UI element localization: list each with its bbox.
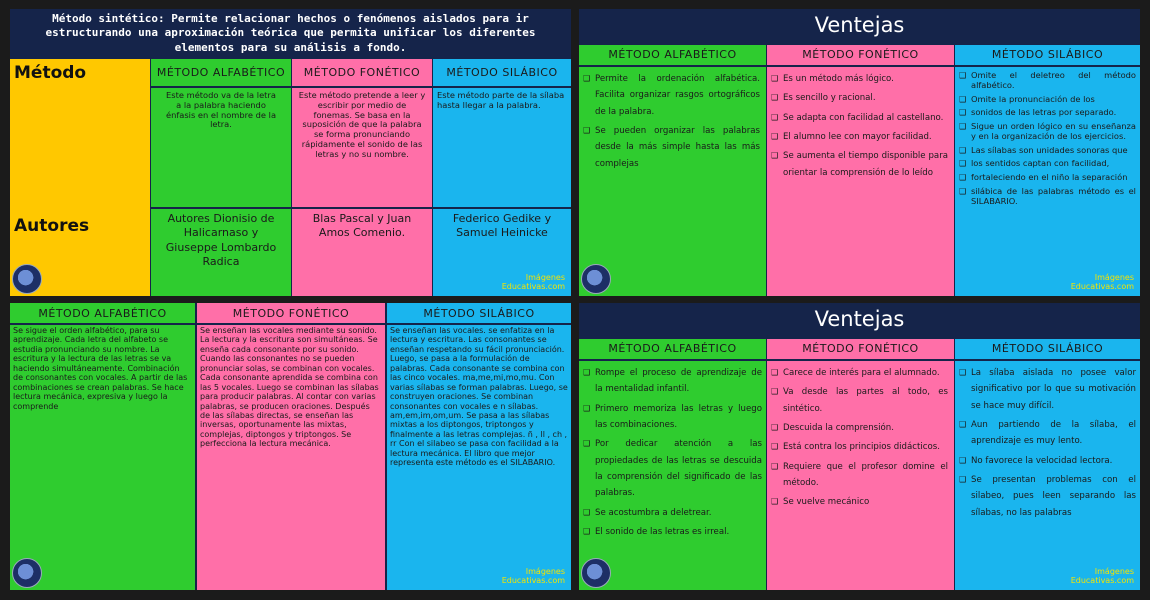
header-silabico: MÉTODO SILÁBICO <box>387 303 571 323</box>
authors-silabico: Federico Gedike y Samuel Heinicke <box>433 209 571 296</box>
header-silabico: MÉTODO SILÁBICO <box>955 339 1140 359</box>
list-item: ❑ Omite la pronunciación de los <box>959 95 1136 105</box>
header-alfabetico: MÉTODO ALFABÉTICO <box>579 339 766 359</box>
list-item: ❑ Sigue un orden lógico en su enseñanza y en la organización de los ejercicios. <box>959 122 1136 142</box>
watermark: Imágenes Educativas.com <box>1070 567 1134 586</box>
slide-title: Ventejas <box>814 307 905 331</box>
header-fonetico: MÉTODO FONÉTICO <box>767 339 954 359</box>
list-item: ❑ silábica de las palabras método es el SILABARIO. <box>959 187 1136 207</box>
logo-icon <box>581 558 611 588</box>
header-fonetico: MÉTODO FONÉTICO <box>197 303 385 323</box>
list-item: ❑ Se pueden organizar las palabras desde la más simple hasta las más complejas <box>583 123 760 172</box>
autores-label: Autores <box>14 216 90 236</box>
ventajas-alfabetico <box>579 67 766 296</box>
metodo-label-cell <box>10 59 150 296</box>
list-item: ❑ Por dedicar atención a las propiedades de las letras se descuida la comprensión del significado de las palabras. <box>583 436 762 501</box>
list-item: ❑ Se presentan problemas con el silabeo, pues leen separando las sílabas, no las palabras <box>959 472 1136 521</box>
desc-fonetico: Este método pretende a leer y escribir por medio de fonemas. Se basa en la suposición de que la palabra se forma pronunciando rápidamente el sonido de las letras y no su nombre. <box>292 88 432 207</box>
list-item: ❑ Descuida la comprensión. <box>771 420 948 436</box>
list-item: ❑ los sentidos captan con facilidad, <box>959 159 1136 169</box>
list-item: ❑ La sílaba aislada no posee valor significativo por lo que su motivación se hace muy difícil. <box>959 365 1136 414</box>
slide-ventajas-1 <box>579 9 1140 296</box>
slide-title: Ventejas <box>814 13 905 37</box>
desc-silabico: Este método parte de la sílaba hasta llegar a la palabra. <box>433 88 571 207</box>
desventajas-silabico <box>955 361 1140 590</box>
header-alfabetico: MÉTODO ALFABÉTICO <box>579 45 766 65</box>
slide-ventajas-2 <box>579 303 1140 590</box>
list-item: ❑ No favorece la velocidad lectora. <box>959 453 1136 469</box>
logo-icon <box>581 264 611 294</box>
list-item: ❑ El alumno lee con mayor facilidad. <box>771 129 948 145</box>
list-item: ❑ Carece de interés para el alumnado. <box>771 365 948 381</box>
header-silabico: MÉTODO SILÁBICO <box>955 45 1140 65</box>
watermark: Imágenes Educativas.com <box>501 567 565 586</box>
watermark: Imágenes Educativas.com <box>501 273 565 292</box>
ventajas-fonetico <box>767 67 954 296</box>
list-item: ❑ Omite el deletreo del método alfabético. <box>959 71 1136 91</box>
desventajas-fonetico <box>767 361 954 590</box>
header-fonetico: MÉTODO FONÉTICO <box>292 59 432 86</box>
metodo-label: Método <box>14 63 87 83</box>
list-item: ❑ Aun partiendo de la sílaba, el aprendizaje es muy lento. <box>959 417 1136 450</box>
list-item: ❑ Se aumenta el tiempo disponible para orientar la comprensión de lo leído <box>771 148 948 181</box>
list-item: ❑ El sonido de las letras es irreal. <box>583 524 762 540</box>
list-item: ❑ Está contra los principios didácticos. <box>771 439 948 455</box>
list-item: ❑ fortaleciendo en el niño la separación <box>959 173 1136 183</box>
watermark: Imágenes Educativas.com <box>1070 273 1134 292</box>
authors-fonetico: Blas Pascal y Juan Amos Comenio. <box>292 209 432 296</box>
authors-alfabetico: Autores Dionisio de Halicarnaso y Giuseppe Lombardo Radica <box>151 209 291 296</box>
slide-procedimiento <box>10 303 571 590</box>
list-item: ❑ Es un método más lógico. <box>771 71 948 87</box>
logo-icon <box>12 264 42 294</box>
list-item: ❑ Requiere que el profesor domine el método. <box>771 459 948 492</box>
list-item: ❑ Primero memoriza las letras y luego las combinaciones. <box>583 401 762 434</box>
desc-alfabetico: Este método va de la letra a la palabra haciendo énfasis en el nombre de la letra. <box>151 88 291 207</box>
desventajas-alfabetico <box>579 361 766 590</box>
header-fonetico: MÉTODO FONÉTICO <box>767 45 954 65</box>
list-item: ❑ Se adapta con facilidad al castellano. <box>771 110 948 126</box>
intro-text: Método sintético: Permite relacionar hechos o fenómenos aislados para ir estructurando una aproximación teórica que permita unificar los diferentes elementos para su análisis a fondo. <box>45 12 536 54</box>
list-item: ❑ Las sílabas son unidades sonoras que <box>959 146 1136 156</box>
header-alfabetico: MÉTODO ALFABÉTICO <box>10 303 195 323</box>
slide-metodo-sintetico <box>10 9 571 296</box>
ventajas-silabico <box>955 67 1140 296</box>
list-item: ❑ Va desde las partes al todo, es sintético. <box>771 384 948 417</box>
header-silabico: MÉTODO SILÁBICO <box>433 59 571 86</box>
list-item: ❑ sonidos de las letras por separado. <box>959 108 1136 118</box>
list-item: ❑ Se vuelve mecánico <box>771 494 948 510</box>
proc-fonetico: Se enseñan las vocales mediante su sonido. La lectura y la escritura son simultáneas. Se enseña cada consonante por su sonido. Cuando las consonantes no se pueden pronunciar solas, se combinan con vocales. Cada consonante aprendida se combina con las 5 vocales. Luego se combinan las sílabas para producir palabras. Al contar con varias palabras, se producen oraciones. Después de las sílabas directas, se enseñan las inversas, oportunamente las mixtas, complejas, diptongos y triptongos. Se perfecciona la lectura mecánica. <box>197 325 385 590</box>
header-alfabetico: MÉTODO ALFABÉTICO <box>151 59 291 86</box>
list-item: ❑ Se acostumbra a deletrear. <box>583 505 762 521</box>
proc-silabico: Se enseñan las vocales. se enfatiza en la lectura y escritura. Las consonantes se enseñan respetando su fácil pronunciación. Luego, se pasa a la formulación de palabras. Cada consonante se combina con las cinco vocales. ma,me,mi,mo,mu. Con varias sílabas se forman palabras. Luego, se construyen oraciones. Se combinan consonantes con vocales e n sílabas. am,em,im,om,um. Se pasa a las sílabas mixtas a los diptongos, triptongos y finalmente a las letras complejas. ñ , ll , ch , rr Con el silabeo se pasa con facilidad a la lectura mecánica. El libro que mejor representa este método es el SILABARIO. <box>387 325 571 590</box>
logo-icon <box>12 558 42 588</box>
list-item: ❑ Rompe el proceso de aprendizaje de la mentalidad infantil. <box>583 365 762 398</box>
list-item: ❑ Permite la ordenación alfabética. Facilita organizar rasgos ortográficos de la palabra. <box>583 71 760 120</box>
proc-alfabetico: Se sigue el orden alfabético, para su aprendizaje. Cada letra del alfabeto se estudia pronunciando su nombre. La escritura y la lectura de las letras se va haciendo simultáneamente. Combinación de consonantes con vocales. A partir de las combinaciones se crean palabras. Se hace lectura mecánica, expresiva y luego la comprende <box>10 325 195 590</box>
list-item: ❑ Es sencillo y racional. <box>771 90 948 106</box>
